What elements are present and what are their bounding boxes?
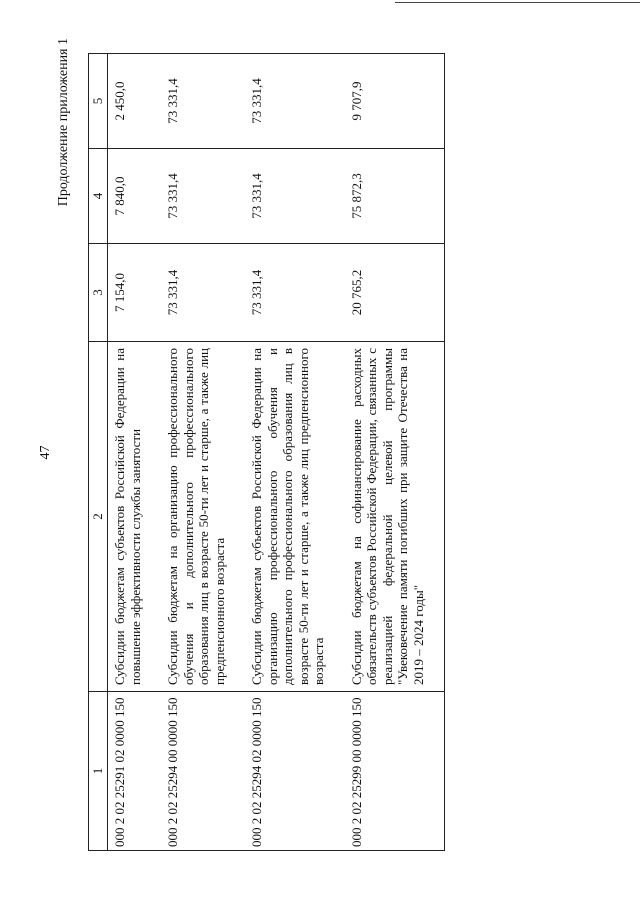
row-code: 000 2 02 25294 02 0000 150 (245, 692, 345, 851)
table-row (245, 54, 345, 851)
row-description: Субсидии бюджетам на софинансирование расходных обязательств субъектов Российской Федерации, связанных с реализацией федеральной целевой программы "Увековечение памяти погибших при защите Отечества на 2019 – 2024 годы" (345, 342, 445, 692)
row-value-4: 7 840,0 (108, 149, 162, 244)
col-header-5: 5 (89, 54, 108, 149)
row-value-5: 9 707,9 (345, 54, 445, 149)
table-row (108, 54, 162, 851)
row-value-4: 73 331,4 (161, 149, 245, 244)
row-value-3: 73 331,4 (161, 244, 245, 342)
budget-table (88, 53, 445, 851)
row-value-3: 7 154,0 (108, 244, 162, 342)
row-value-5: 73 331,4 (245, 54, 345, 149)
row-code: 000 2 02 25299 00 0000 150 (345, 692, 445, 851)
row-value-5: 2 450,0 (108, 54, 162, 149)
col-header-3: 3 (89, 244, 108, 342)
row-value-4: 75 872,3 (345, 149, 445, 244)
row-code: 000 2 02 25294 00 0000 150 (161, 692, 245, 851)
row-description: Субсидии бюджетам субъектов Российской Федерации на повышение эффективности службы занятости (108, 342, 162, 692)
row-value-4: 73 331,4 (245, 149, 345, 244)
row-description: Субсидии бюджетам субъектов Российской Федерации на организацию профессионального обучения и дополнительного профессионального образования лиц в возрасте 50-ти лет и старше, а также лиц предпенсионного возраста (245, 342, 345, 692)
table-header-row (89, 54, 108, 851)
col-header-1: 1 (89, 692, 108, 851)
row-value-3: 20 765,2 (345, 244, 445, 342)
col-header-4: 4 (89, 149, 108, 244)
row-code: 000 2 02 25291 02 0000 150 (108, 692, 162, 851)
row-description: Субсидии бюджетам на организацию профессионального обучения и дополнительного профессионального образования лиц в возрасте 50-ти лет и старше, а также лиц предпенсионного возраста (161, 342, 245, 692)
row-value-3: 73 331,4 (245, 244, 345, 342)
row-value-5: 73 331,4 (161, 54, 245, 149)
table-row (161, 54, 245, 851)
col-header-2: 2 (89, 342, 108, 692)
appendix-title: Продолжение приложения 1 (56, 38, 71, 207)
table-row (345, 54, 445, 851)
page-number: 47 (38, 445, 53, 460)
